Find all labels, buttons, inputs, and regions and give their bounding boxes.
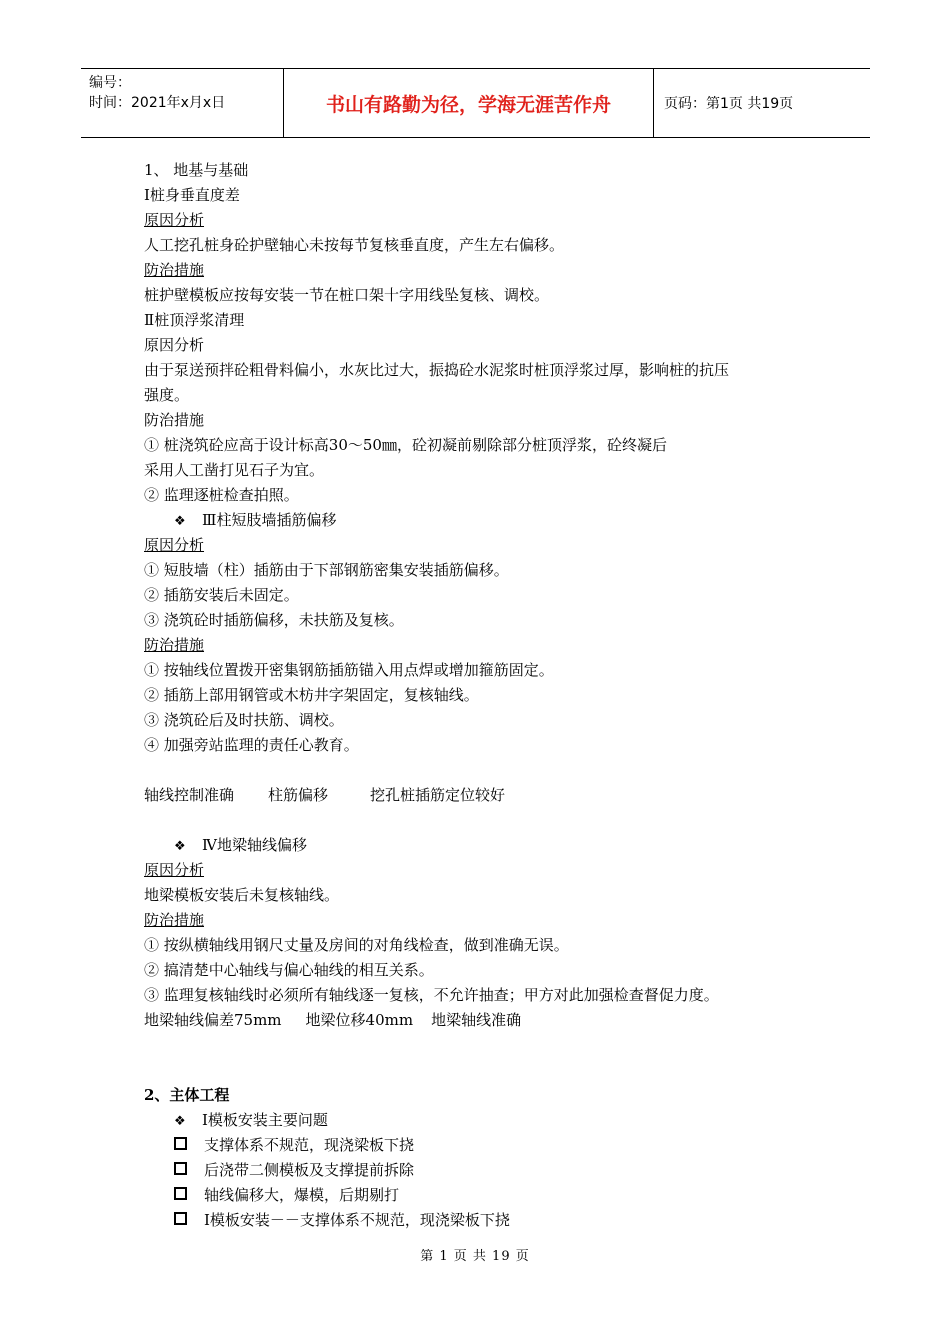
diamond-bullet-icon: ❖ bbox=[174, 1114, 186, 1129]
list-item: ② 插筋上部用钢管或木枋井字架固定，复核轴线。 bbox=[144, 686, 479, 704]
photo-caption: 地梁轴线准确 bbox=[431, 1011, 522, 1029]
bullet-item-text: Ⅰ模板安装－－支撑体系不规范，现浇梁板下挠 bbox=[204, 1211, 510, 1229]
paragraph: 强度。 bbox=[144, 386, 190, 404]
document-number-label: 编号： bbox=[89, 75, 131, 91]
header-page-label: 页码：第1页 共19页 bbox=[664, 96, 794, 112]
cause-analysis-heading: 原因分析 bbox=[144, 336, 205, 354]
list-item: ③ 监理复核轴线时必须所有轴线逐一复核，不允许抽查；甲方对此加强检查督促力度。 bbox=[144, 986, 719, 1004]
page-footer: 第 1 页 共 19 页 bbox=[420, 1249, 530, 1264]
list-item: 采用人工凿打见石子为宜。 bbox=[144, 461, 325, 479]
subsection-s2-i-label: Ⅰ模板安装主要问题 bbox=[202, 1111, 328, 1129]
bullet-item bbox=[144, 1158, 824, 1183]
paragraph: 由于泵送预拌砼粗骨料偏小，水灰比过大，振捣砼水泥浆时桩顶浮浆过厚，影响桩的抗压 bbox=[144, 361, 730, 379]
list-item: ④ 加强旁站监理的责任心教育。 bbox=[144, 736, 359, 754]
list-item: ② 监理逐桩检查拍照。 bbox=[144, 486, 299, 504]
cause-analysis-heading: 原因分析 bbox=[144, 211, 205, 229]
section-1-title: 1、 地基与基础 bbox=[144, 161, 249, 179]
list-item: ① 短肢墙（柱）插筋由于下部钢筋密集安装插筋偏移。 bbox=[144, 561, 509, 579]
page-header bbox=[81, 68, 870, 138]
bullet-item bbox=[144, 1133, 824, 1158]
subsection-i-title: Ⅰ桩身垂直度差 bbox=[144, 186, 240, 204]
photo-captions-row bbox=[144, 783, 824, 808]
paragraph: 地梁模板安装后未复核轴线。 bbox=[144, 886, 340, 904]
paragraph: 人工挖孔桩身砼护壁轴心未按每节复核垂直度，产生左右偏移。 bbox=[144, 236, 565, 254]
list-item: ① 桩浇筑砼应高于设计标高30～50㎜，砼初凝前剔除部分桩顶浮浆，砼终凝后 bbox=[144, 436, 667, 454]
square-bullet-icon bbox=[174, 1187, 187, 1200]
list-item: ① 按纵横轴线用钢尺丈量及房间的对角线检查，做到准确无误。 bbox=[144, 936, 569, 954]
cause-analysis-heading: 原因分析 bbox=[144, 861, 205, 879]
header-motto: 书山有路勤为径，学海无涯苦作舟 bbox=[283, 69, 654, 137]
list-item: ② 插筋安装后未固定。 bbox=[144, 586, 299, 604]
paragraph: 桩护壁模板应按每安装一节在桩口架十字用线坠复核、调校。 bbox=[144, 286, 550, 304]
diamond-bullet-icon: ❖ bbox=[174, 514, 186, 529]
header-meta bbox=[81, 69, 283, 137]
subsection-iii-title bbox=[144, 508, 824, 533]
prevention-heading: 防治措施 bbox=[144, 636, 205, 654]
document-body bbox=[144, 158, 824, 1233]
prevention-heading: 防治措施 bbox=[144, 261, 205, 279]
photo-caption: 地梁位移40mm bbox=[305, 1011, 414, 1029]
prevention-heading: 防治措施 bbox=[144, 911, 205, 929]
photo-captions-row bbox=[144, 1008, 824, 1033]
photo-caption: 地梁轴线偏差75mm bbox=[144, 1011, 282, 1029]
subsection-iii-label: Ⅲ柱短肢墙插筋偏移 bbox=[202, 511, 337, 529]
bullet-item bbox=[144, 1183, 824, 1208]
photo-caption: 挖孔桩插筋定位较好 bbox=[370, 786, 506, 804]
bullet-item-text: 轴线偏移大，爆模，后期剔打 bbox=[204, 1186, 400, 1204]
list-item: ① 按轴线位置拨开密集钢筋插筋锚入用点焊或增加箍筋固定。 bbox=[144, 661, 554, 679]
document-time-label: 时间：2021年x月x日 bbox=[89, 95, 226, 111]
subsection-s2-i-title bbox=[144, 1108, 824, 1133]
list-item: ③ 浇筑砼后及时扶筋、调校。 bbox=[144, 711, 344, 729]
square-bullet-icon bbox=[174, 1212, 187, 1225]
bullet-item-text: 支撑体系不规范，现浇梁板下挠 bbox=[204, 1136, 415, 1154]
diamond-bullet-icon: ❖ bbox=[174, 839, 186, 854]
prevention-heading: 防治措施 bbox=[144, 411, 205, 429]
bullet-item-text: 后浇带二侧模板及支撑提前拆除 bbox=[204, 1161, 415, 1179]
list-item: ② 搞清楚中心轴线与偏心轴线的相互关系。 bbox=[144, 961, 434, 979]
section-2-title: 2、主体工程 bbox=[144, 1086, 230, 1104]
bullet-item bbox=[144, 1208, 824, 1233]
photo-caption: 轴线控制准确 bbox=[144, 786, 235, 804]
subsection-iv-label: Ⅳ地梁轴线偏移 bbox=[202, 836, 307, 854]
list-item: ③ 浇筑砼时插筋偏移，未扶筋及复核。 bbox=[144, 611, 404, 629]
square-bullet-icon bbox=[174, 1137, 187, 1150]
subsection-iv-title bbox=[144, 833, 824, 858]
subsection-ii-title: Ⅱ桩顶浮浆清理 bbox=[144, 311, 245, 329]
photo-caption: 柱筋偏移 bbox=[268, 786, 329, 804]
cause-analysis-heading: 原因分析 bbox=[144, 536, 205, 554]
square-bullet-icon bbox=[174, 1162, 187, 1175]
